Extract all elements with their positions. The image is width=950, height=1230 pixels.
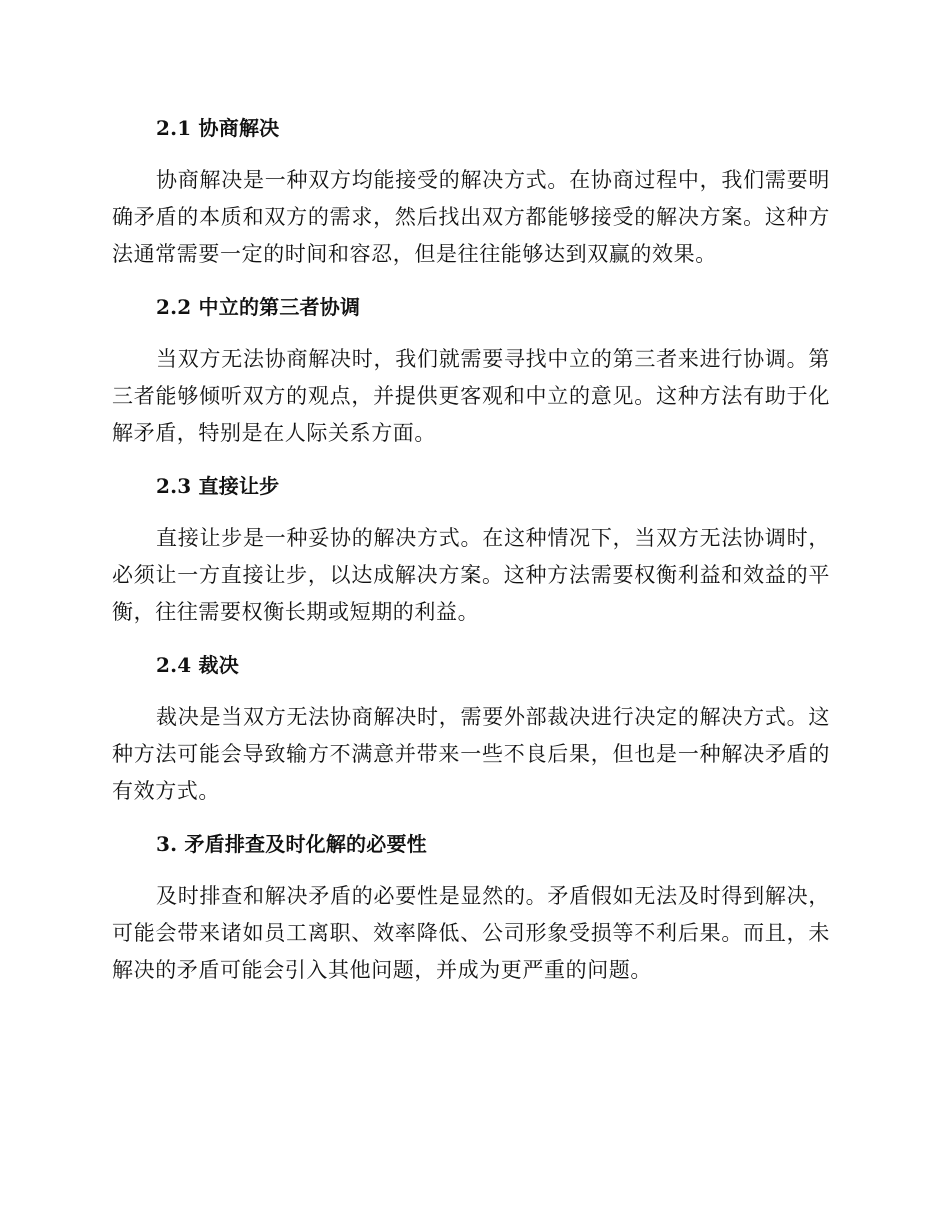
section-paragraph: 协商解决是一种双方均能接受的解决方式。在协商过程中，我们需要明确矛盾的本质和双方的需求，然后找出双方都能够接受的解决方案。这种方法通常需要一定的时间和容忍，但是往往能够达到双赢的效果。 [112,168,830,266]
section-3 [112,824,830,989]
document-body [112,108,830,1003]
section-heading: 2.1 协商解决 [156,116,280,140]
section-paragraph: 直接让步是一种妥协的解决方式。在这种情况下，当双方无法协调时，必须让一方直接让步，以达成解决方案。这种方法需要权衡利益和效益的平衡，往往需要权衡长期或短期的利益。 [112,526,830,624]
section-heading: 2.3 直接让步 [156,474,280,498]
section-heading: 3. 矛盾排查及时化解的必要性 [156,832,427,856]
section-paragraph: 及时排查和解决矛盾的必要性是显然的。矛盾假如无法及时得到解决，可能会带来诸如员工离职、效率降低、公司形象受损等不利后果。而且，未解决的矛盾可能会引入其他问题，并成为更严重的问题。 [112,884,830,982]
section-paragraph: 裁决是当双方无法协商解决时，需要外部裁决进行决定的解决方式。这种方法可能会导致输方不满意并带来一些不良后果，但也是一种解决矛盾的有效方式。 [112,705,830,803]
section-heading: 2.4 裁决 [156,653,239,677]
section-paragraph: 当双方无法协商解决时，我们就需要寻找中立的第三者来进行协调。第三者能够倾听双方的观点，并提供更客观和中立的意见。这种方法有助于化解矛盾，特别是在人际关系方面。 [112,347,830,445]
section-2-2 [112,287,830,452]
section-2-4 [112,645,830,810]
section-heading: 2.2 中立的第三者协调 [156,295,361,319]
section-2-3 [112,466,830,631]
section-2-1 [112,108,830,273]
